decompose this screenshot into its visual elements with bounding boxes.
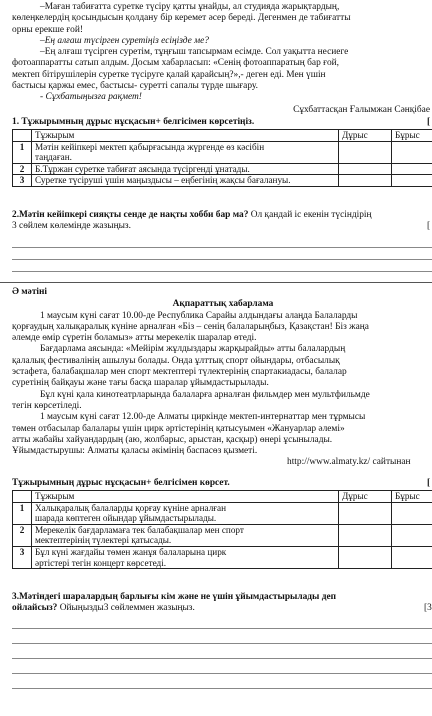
text-line: фотоаппаратты сатып алдым. Досым хабарласып: «Сенің фотоаппаратың бар ғой,: [12, 58, 340, 69]
header-false: Бұрыс: [392, 491, 432, 503]
task2-instruction: 3 сөйлем көлемінде жазыңыз.: [12, 221, 131, 232]
true-answer-cell[interactable]: [339, 502, 392, 524]
false-answer-cell[interactable]: [392, 175, 432, 187]
row-number: 1: [13, 141, 32, 163]
task4-heading-end: ойлайсыз?: [12, 603, 58, 614]
row-number: 1: [13, 502, 32, 524]
text-line: суретінің байқауы және тағы басқа шаралар ұйымдастырылады.: [12, 378, 269, 389]
table-row: [13, 163, 432, 175]
score-bracket: [: [427, 117, 431, 127]
text-line: 1 маусым күні сағат 10.00-де Республика Сарайы алдындағы алаңда Балаларды: [40, 310, 358, 321]
false-answer-cell[interactable]: [392, 141, 432, 163]
statement-line: таңдаған.: [35, 152, 72, 163]
text-line: тегін көрсетіледі.: [12, 400, 82, 411]
source-line: [12, 457, 432, 468]
false-answer-cell[interactable]: [392, 502, 432, 524]
interview-question: –Ең алғаш түсірген суретіңіз есіңізде ме?: [40, 35, 209, 46]
source-link[interactable]: http://www.almaty.kz/: [287, 457, 371, 468]
text-line: орны ерекше ғой!: [12, 24, 83, 35]
true-answer-cell[interactable]: [339, 546, 392, 568]
score-bracket: [3: [424, 603, 432, 614]
header-statement: Тұжырым: [32, 130, 339, 142]
table-row: [13, 524, 432, 546]
header-false: Бұрыс: [392, 130, 432, 142]
task3-table: [12, 490, 432, 569]
answer-line[interactable]: [12, 247, 432, 248]
text-line: төмен отбасылар балалары үшін цирк әртістерінің қатысуымен «Жануарлар әлемі»: [12, 423, 345, 434]
text-line: 1 маусым күні сағат 12.00-де Алматы циркінде мектеп-интернаттар мен тұрмысы: [40, 412, 366, 423]
table-row: [13, 175, 432, 187]
task2-line1: [12, 210, 432, 221]
text-line: қалалық фестивалінің ашылуы болады. Онда ұлттық спорт ойындары, отбасылық: [12, 355, 340, 366]
table-header-row: [13, 130, 432, 142]
answer-line[interactable]: [12, 628, 432, 629]
task2-heading: 2.Мәтін кейіпкері сияқты сенде де нақты хобби бар ма?: [12, 210, 249, 220]
text-line: –Маған табиғатта суретке түсіру қатты ұнайды, ал студияда жарықтардың,: [40, 2, 340, 12]
statement-cell: [32, 546, 339, 568]
task3-heading-text: Тұжырымның дұрыс нұсқасын+ белгісімен көрсет.: [12, 478, 230, 488]
statement-line: Бұл күні жағдайы төмен жанұя балаларына цирк: [35, 546, 227, 557]
false-answer-cell[interactable]: [392, 546, 432, 568]
answer-line[interactable]: [12, 643, 432, 644]
task1-heading-text: 1. Тұжырымның дұрыс нұсқасын+ белгісімен көрсетіңіз.: [12, 117, 255, 127]
header-true: Дұрыс: [339, 130, 392, 142]
answer-line[interactable]: [12, 673, 432, 674]
table-header-row: [13, 491, 432, 503]
row-number: 3: [13, 175, 32, 187]
task1-heading-wrap: [12, 117, 432, 128]
text-b-label: Ә мәтіні: [12, 287, 48, 297]
true-answer-cell[interactable]: [339, 524, 392, 546]
text-line: көлеңкелердің қосындысын қолдану бір керемет әсер береді. Дегенмен де табиғатты: [12, 13, 351, 24]
text-line: –Ең алғаш түсірген суретім, тұңғыш тапсырмам есімде. Сол уақытта несиеге: [40, 47, 349, 58]
answer-line[interactable]: [12, 271, 432, 272]
task1-heading: [12, 117, 432, 128]
section-divider: [0, 282, 432, 283]
text-line: Бұл күні қала кинотеатрларында балаларға арналған фильмдер мен мультфильмде: [40, 389, 370, 400]
task2: [12, 210, 432, 233]
text-line: әлемде өмір сүретін боламыз» атты мерекелік шаралар өтеді.: [12, 333, 257, 344]
statement-cell: [32, 163, 339, 175]
text-line: мектеп бітірушілерін суретке түсіруге қалай қарайсың?»,- деген еді. Мен үшін: [12, 69, 326, 80]
statement-line: Б.Тұржан суретке табиғат аясында түсіргенді ұнатады.: [35, 163, 250, 174]
header-true: Дұрыс: [339, 491, 392, 503]
author-line-wrap: [12, 105, 432, 116]
text-b-title: Ақпараттық хабарлама: [172, 299, 274, 310]
table-row: [13, 141, 432, 163]
score-bracket: [: [427, 221, 431, 232]
answer-line[interactable]: [12, 259, 432, 260]
text-line: эстафета, балабақшалар мен спорт мектептері түлектерінің спартакиадасы, балалар: [12, 367, 347, 378]
task2-line2: [12, 221, 432, 232]
row-number: 2: [13, 524, 32, 546]
task3-heading-wrap: [12, 478, 432, 489]
table-row: [13, 546, 432, 568]
task4-rest: Ойыңызды3 сөйлеммен жазыңыз.: [57, 603, 195, 614]
true-answer-cell[interactable]: [339, 141, 392, 163]
answer-line[interactable]: [12, 658, 432, 659]
false-answer-cell[interactable]: [392, 163, 432, 175]
answer-line[interactable]: [12, 688, 432, 689]
true-answer-cell[interactable]: [339, 163, 392, 175]
task1-table: [12, 129, 432, 187]
task2-rest: Ол қандай іс екенін түсіндірің: [248, 210, 372, 220]
statement-line: шарада көптеген ойындар ұйымдастырылады.: [35, 513, 217, 524]
statement-line: Мәтін кейіпкері мектеп қабырғасында жүргенде өз кәсібін: [35, 141, 265, 152]
statement-line: әртістері тегін концерт көрсетеді.: [35, 557, 167, 568]
statement-line: Мерекелік бағдарламаға тек балабақшалар мен спорт: [35, 524, 244, 535]
statement-line: Халықаралық балаларды қорғау күніне арналған: [35, 502, 227, 513]
header-num-cell: [13, 130, 32, 142]
interview-author: Сұхбаттасқан Ғалымжан Сәнқібае: [293, 105, 430, 115]
statement-cell: [32, 524, 339, 546]
statement-cell: [32, 141, 339, 163]
false-answer-cell[interactable]: [392, 524, 432, 546]
text-line: Бағдарлама аясында: «Мейірім жұлдыздары жарқырайды» атты балалардың: [40, 344, 346, 355]
row-number: 2: [13, 163, 32, 175]
task4-line1: 3.Мәтіндегі шаралардың барлығы кім және не үшін ұйымдастырылады деп: [12, 592, 337, 602]
score-bracket: [: [427, 478, 431, 488]
task4: [12, 592, 432, 615]
source-suffix: сайтынан: [370, 457, 411, 468]
statement-line: Суретке түсіруші үшін маңыздысы – еңбегінің жақсы бағалануы.: [35, 175, 291, 186]
row-number: 3: [13, 546, 32, 568]
text-line: қорғаудың халықаралық күніне арналған «Біз – сенің балаларыңбыз, Қазақстан! Біз жаңа: [12, 321, 369, 332]
table-row: [13, 502, 432, 524]
interview-thanks: - Сұхбатыңызға рақмет!: [40, 92, 142, 103]
statement-cell: [32, 175, 339, 187]
task3-heading: [12, 478, 432, 489]
text-b: [12, 287, 432, 469]
text-line: атты жабайы хайуандардың (аю, жолбарыс, арыстан, қасқыр) өнері ұсынылады.: [12, 434, 333, 445]
task4-line2: [12, 603, 432, 614]
text-line: бастысы қаржы емес, бастысы- суретті сапалы түрде шығару.: [12, 81, 258, 92]
statement-cell: [32, 502, 339, 524]
true-answer-cell[interactable]: [339, 175, 392, 187]
text-line: Ұйымдастырушы: Алматы қаласы әкімінің баспасөз қызметі.: [12, 446, 258, 457]
interview-excerpt: [12, 2, 432, 104]
header-num-cell: [13, 491, 32, 503]
header-statement: Тұжырым: [32, 491, 339, 503]
statement-line: мектептерінің түлектері қатысады.: [35, 535, 172, 546]
